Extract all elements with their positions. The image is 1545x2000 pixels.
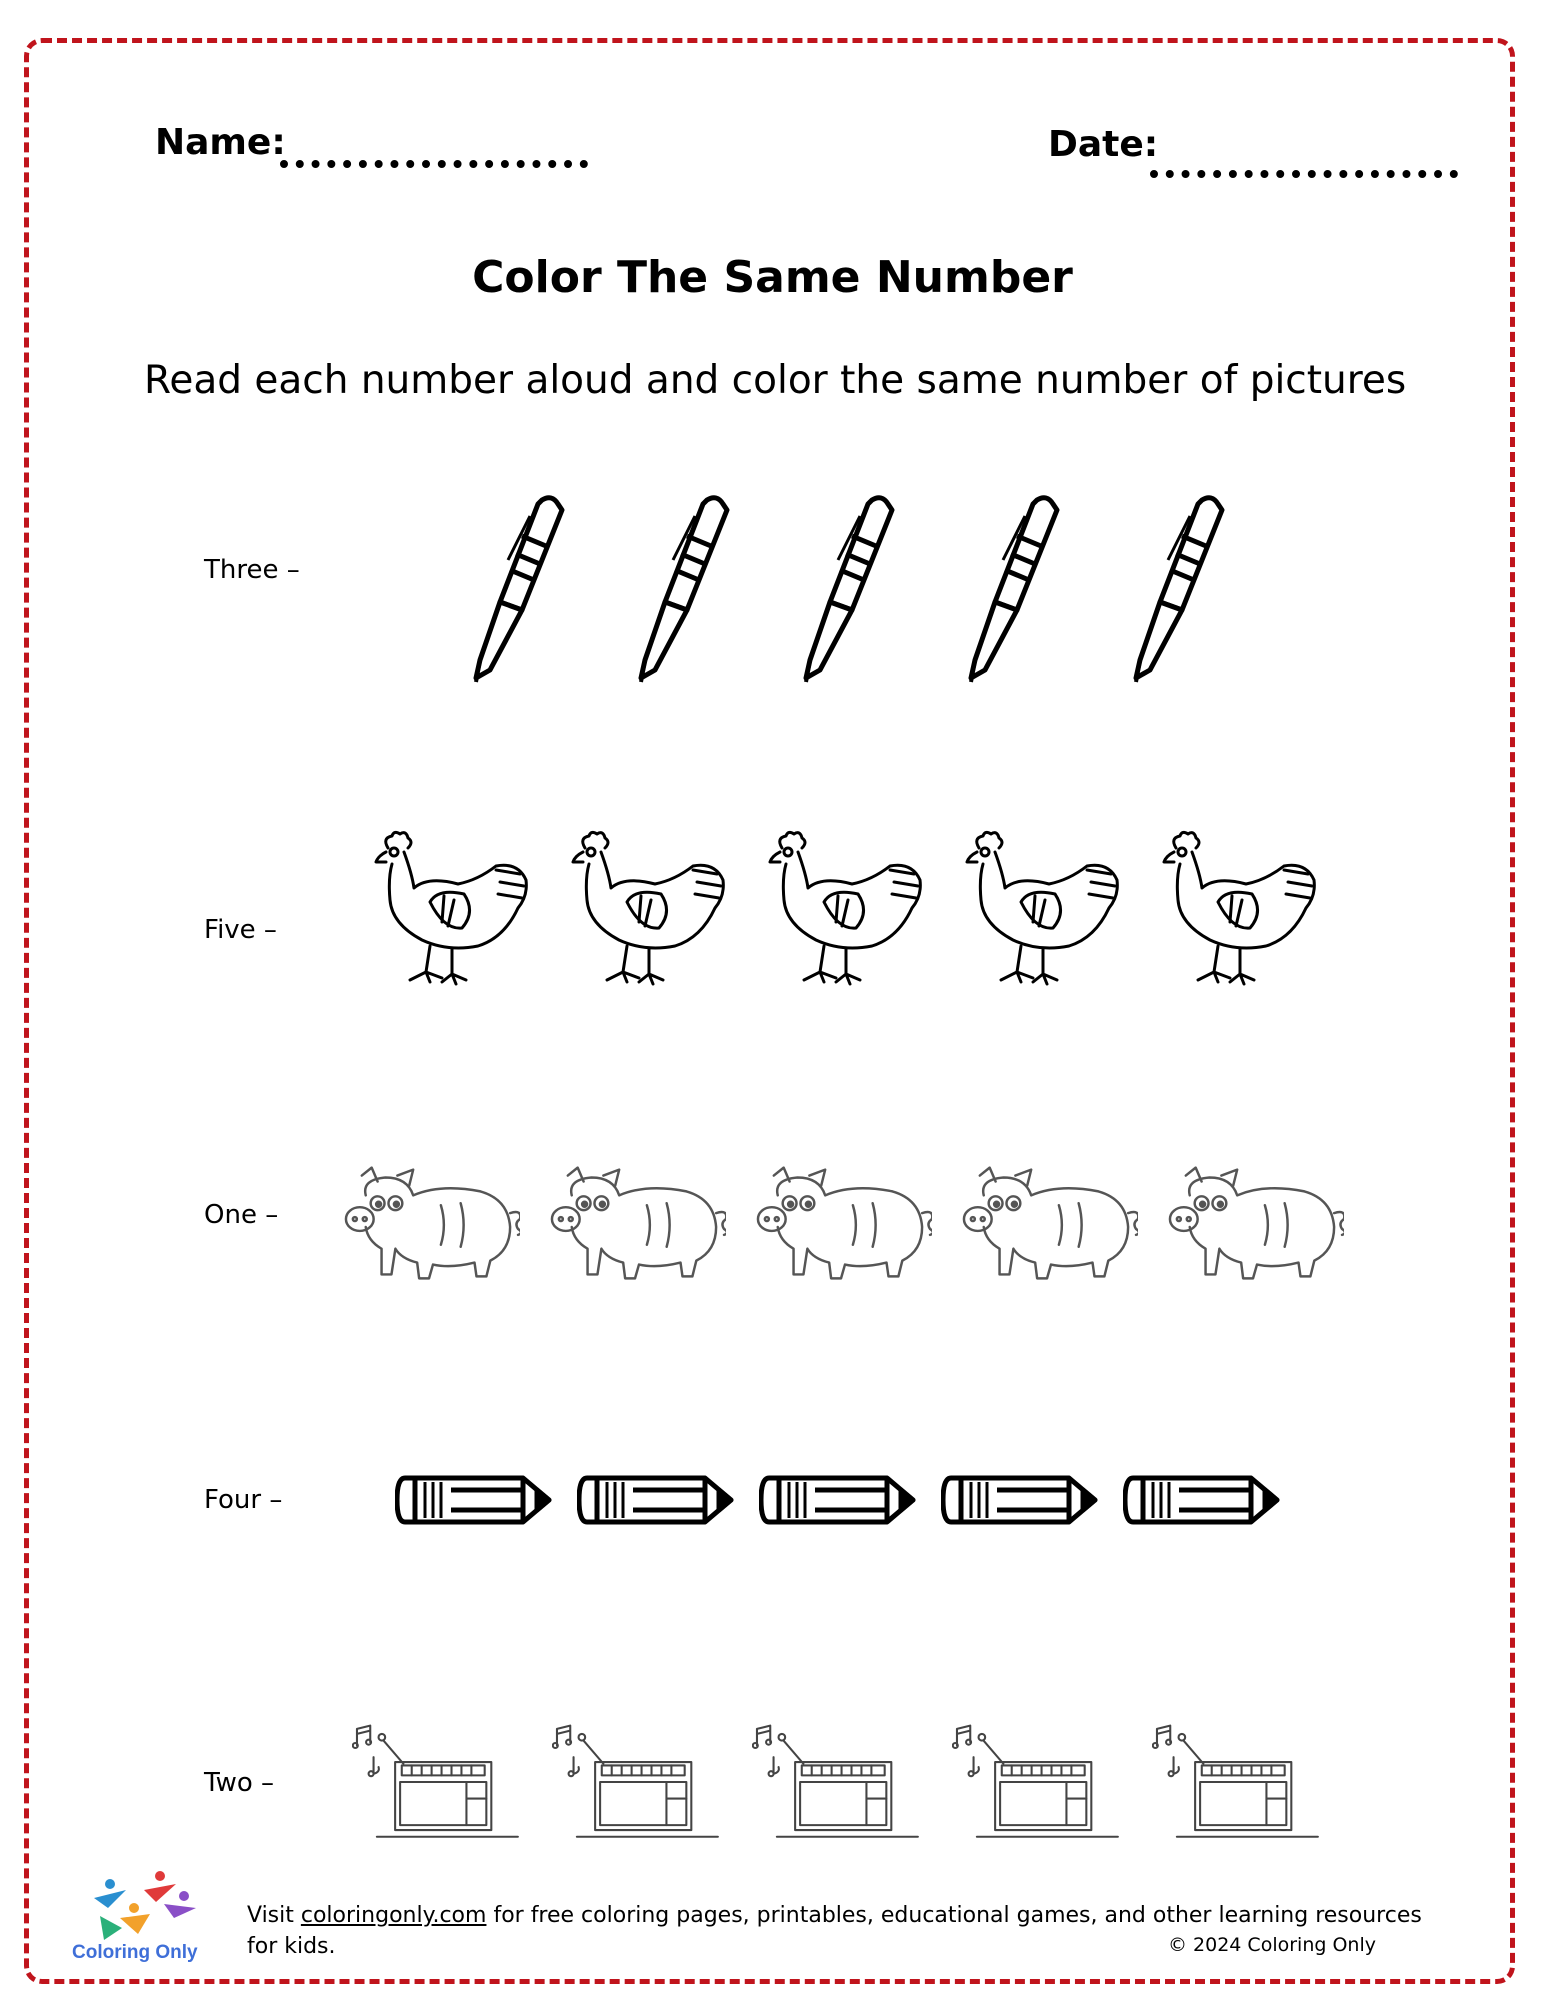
instruction-text: Read each number aloud and color the same number of pictures <box>144 358 1407 403</box>
pig-icon[interactable] <box>960 1165 1138 1285</box>
name-label: Name: <box>155 122 286 163</box>
footer-rest: for free coloring pages, printables, educational games, and other learning resources for kids. <box>247 1903 1422 1959</box>
logo-text: Coloring Only <box>72 1942 198 1963</box>
copyright: © 2024 Coloring Only <box>1168 1934 1376 1956</box>
footer-visit: Visit <box>247 1903 301 1928</box>
row-label: Five – <box>204 915 277 945</box>
fountain-pen-icon[interactable] <box>1100 490 1240 690</box>
row-label: One – <box>204 1200 279 1230</box>
name-field[interactable] <box>280 160 588 168</box>
hen-icon[interactable] <box>368 830 538 1000</box>
fountain-pen-icon[interactable] <box>770 490 910 690</box>
hen-icon[interactable] <box>565 830 735 1000</box>
hen-icon[interactable] <box>762 830 932 1000</box>
radio-icon[interactable] <box>952 1712 1122 1852</box>
radio-icon[interactable] <box>352 1712 522 1852</box>
row-label: Two – <box>204 1768 275 1798</box>
fountain-pen-icon[interactable] <box>935 490 1075 690</box>
pencil-icon[interactable] <box>395 1470 555 1530</box>
pencil-icon[interactable] <box>577 1470 737 1530</box>
fountain-pen-icon[interactable] <box>440 490 580 690</box>
pig-icon[interactable] <box>754 1165 932 1285</box>
row-label: Four – <box>204 1485 283 1515</box>
date-field[interactable] <box>1150 170 1458 178</box>
pencil-icon[interactable] <box>759 1470 919 1530</box>
row-label: Three – <box>204 555 300 585</box>
page-title: Color The Same Number <box>472 252 1073 303</box>
radio-icon[interactable] <box>552 1712 722 1852</box>
hen-icon[interactable] <box>1156 830 1326 1000</box>
pig-icon[interactable] <box>342 1165 520 1285</box>
fountain-pen-icon[interactable] <box>605 490 745 690</box>
pig-icon[interactable] <box>548 1165 726 1285</box>
pig-icon[interactable] <box>1166 1165 1344 1285</box>
pencil-icon[interactable] <box>1123 1470 1283 1530</box>
footer-link[interactable]: coloringonly.com <box>300 1903 487 1928</box>
radio-icon[interactable] <box>752 1712 922 1852</box>
hen-icon[interactable] <box>959 830 1129 1000</box>
radio-icon[interactable] <box>1152 1712 1322 1852</box>
pencil-icon[interactable] <box>941 1470 1101 1530</box>
date-label: Date: <box>1048 124 1159 165</box>
page-border <box>24 38 1515 1984</box>
